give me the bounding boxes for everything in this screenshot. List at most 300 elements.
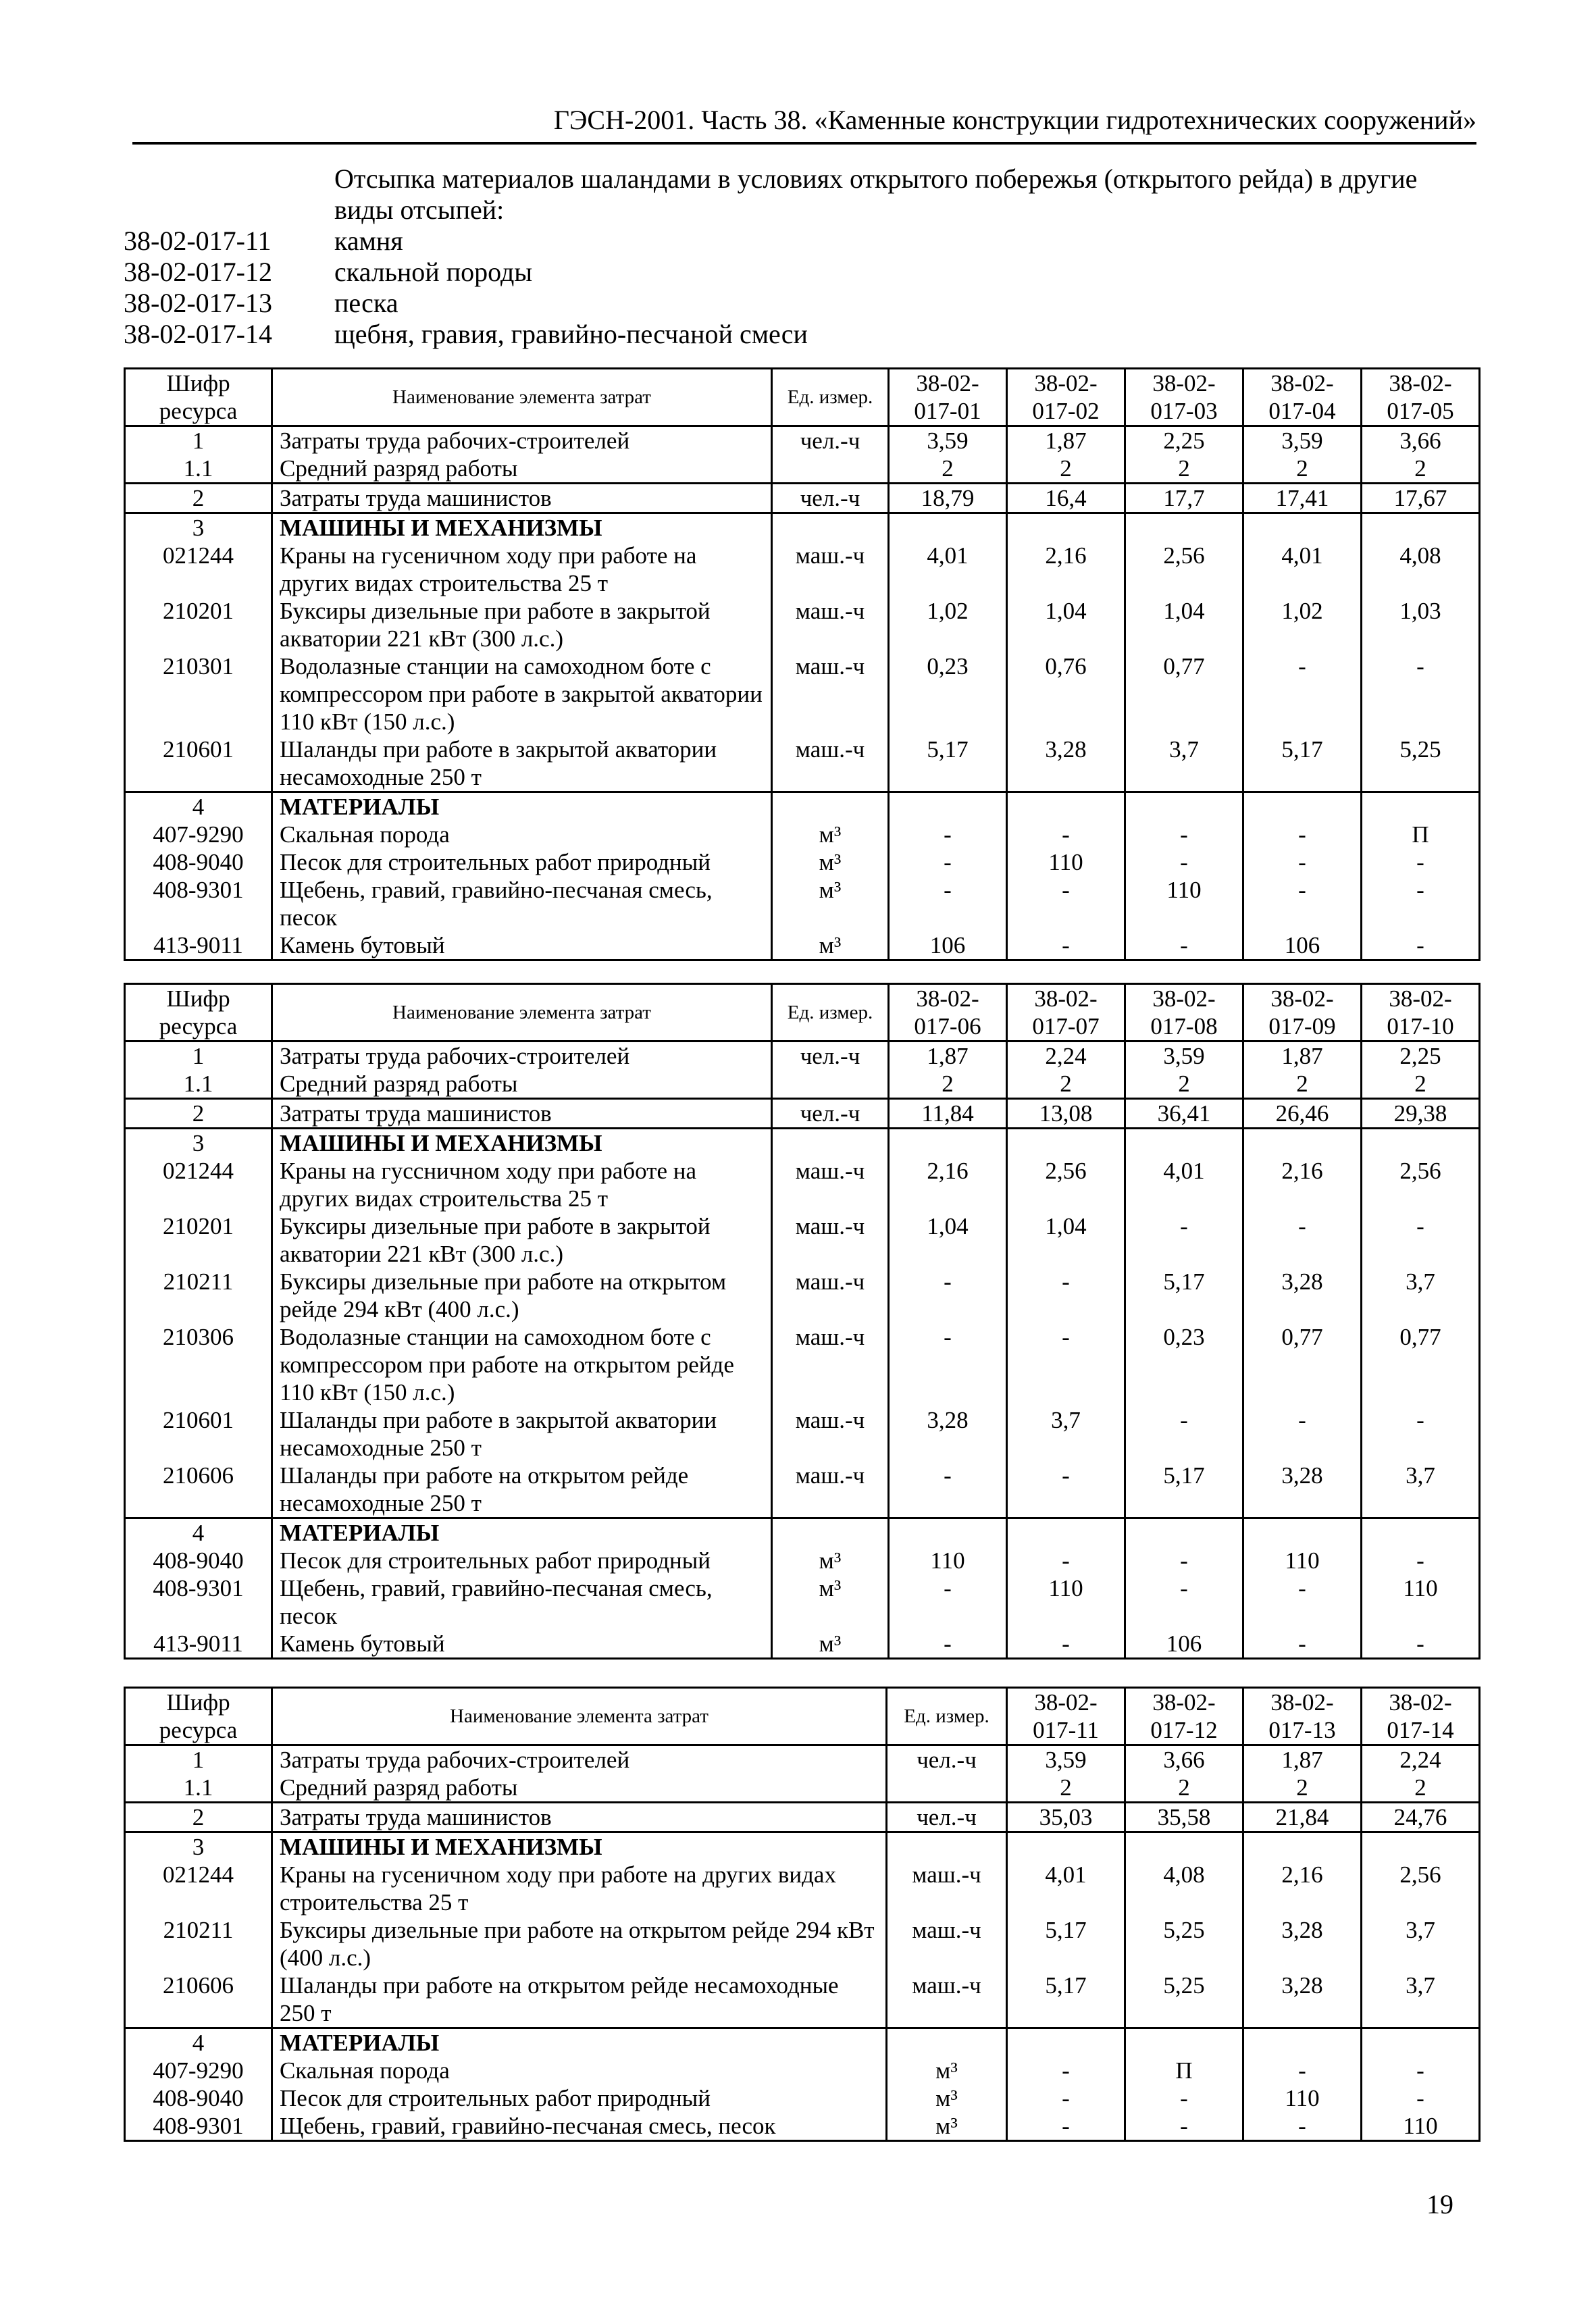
header-code: Шифр ресурса — [125, 984, 272, 1042]
row-value: 24,76 — [1362, 1803, 1480, 1832]
row-value: 2 — [1243, 1774, 1362, 1803]
row-value — [1243, 1129, 1362, 1158]
row-name: Затраты труда рабочих-строителей — [272, 1042, 772, 1071]
row-value: 1,04 — [889, 1212, 1007, 1268]
row-value: 110 — [1125, 876, 1243, 931]
row-value: 4,01 — [1007, 1861, 1125, 1916]
intro-item-label: скальной породы — [334, 257, 533, 287]
table-row — [125, 1070, 1480, 1099]
row-value: 5,17 — [1007, 1916, 1125, 1972]
row-value: 2,56 — [1125, 542, 1243, 597]
row-name: Водолазные станции на самоходном боте с компрессором при работе в закрытой акватории 110 кВт (150 л.с.) — [272, 652, 772, 736]
row-value: 3,28 — [1243, 1462, 1362, 1518]
row-value: 3,7 — [1125, 736, 1243, 792]
row-value: - — [1007, 1268, 1125, 1323]
header-norm-code: 38-02-017-13 — [1243, 1688, 1362, 1745]
table-row — [125, 1129, 1480, 1158]
row-value: 4,08 — [1362, 542, 1480, 597]
row-unit — [772, 513, 889, 542]
row-value — [1243, 1518, 1362, 1547]
row-value: 17,67 — [1362, 484, 1480, 513]
row-value: - — [1362, 1630, 1480, 1659]
table-header-row — [125, 1688, 1480, 1745]
table-row — [125, 2057, 1480, 2084]
row-unit — [772, 1518, 889, 1547]
row-value: - — [1125, 821, 1243, 848]
row-value: 106 — [889, 931, 1007, 960]
row-value: 2 — [1243, 1070, 1362, 1099]
row-value: 1,02 — [1243, 597, 1362, 652]
row-name: Буксиры дизельные при работе на открытом рейде 294 кВт (400 л.с.) — [272, 1916, 887, 1972]
row-unit: маш.-ч — [772, 542, 889, 597]
row-value — [1243, 1832, 1362, 1861]
intro-item-label: песка — [334, 288, 398, 318]
row-value: 11,84 — [889, 1099, 1007, 1129]
row-value: - — [1125, 848, 1243, 876]
row-unit: маш.-ч — [772, 1462, 889, 1518]
table-row — [125, 426, 1480, 455]
row-name: МАШИНЫ И МЕХАНИЗМЫ — [272, 513, 772, 542]
row-value — [1362, 1129, 1480, 1158]
intro-item — [124, 257, 1474, 288]
row-name: МАТЕРИАЛЫ — [272, 2028, 887, 2057]
row-value: 2 — [1007, 455, 1125, 484]
row-name: Средний разряд работы — [272, 1774, 887, 1803]
row-value: - — [1125, 931, 1243, 960]
row-name: Средний разряд работы — [272, 1070, 772, 1099]
row-code: 4 — [125, 1518, 272, 1547]
row-code: 1.1 — [125, 1774, 272, 1803]
row-code: 1 — [125, 1745, 272, 1774]
row-value: 1,87 — [1243, 1042, 1362, 1071]
row-value: 2 — [1125, 1774, 1243, 1803]
header-name: Наименование элемента затрат — [272, 369, 772, 426]
row-value: 110 — [1007, 848, 1125, 876]
row-unit: маш.-ч — [772, 1268, 889, 1323]
row-name: Песок для строительных работ природный — [272, 848, 772, 876]
row-name: Средний разряд работы — [272, 455, 772, 484]
row-value: 2 — [1007, 1070, 1125, 1099]
header-unit: Ед. измер. — [772, 984, 889, 1042]
row-value: 2,25 — [1125, 426, 1243, 455]
row-unit: чел.-ч — [772, 426, 889, 455]
table-row — [125, 484, 1480, 513]
row-value: - — [1007, 931, 1125, 960]
table-row — [125, 652, 1480, 736]
row-value: - — [1362, 2057, 1480, 2084]
row-value: - — [1362, 652, 1480, 736]
row-value: - — [1125, 1212, 1243, 1268]
row-value: 5,25 — [1125, 1916, 1243, 1972]
norms-table-1 — [124, 367, 1481, 961]
table-row — [125, 1972, 1480, 2028]
row-name: Водолазные станции на самоходном боте с компрессором при работе на открытом рейде 110 кВт (150 л.с.) — [272, 1323, 772, 1406]
intro-item — [124, 319, 1474, 350]
header-norm-code: 38-02-017-12 — [1125, 1688, 1243, 1745]
row-value — [1125, 792, 1243, 821]
row-code: 210306 — [125, 1323, 272, 1406]
row-value: - — [1243, 1630, 1362, 1659]
row-value — [1243, 513, 1362, 542]
row-value: 5,25 — [1125, 1972, 1243, 2028]
row-value: - — [889, 1462, 1007, 1518]
row-value — [1125, 1832, 1243, 1861]
header-norm-code: 38-02-017-09 — [1243, 984, 1362, 1042]
row-name: Камень бутовый — [272, 931, 772, 960]
row-name: Щебень, гравий, гравийно-песчаная смесь, песок — [272, 1574, 772, 1630]
header-norm-code: 38-02-017-06 — [889, 984, 1007, 1042]
row-value: - — [1243, 652, 1362, 736]
header-norm-code: 38-02-017-03 — [1125, 369, 1243, 426]
row-code: 408-9301 — [125, 1574, 272, 1630]
table-row — [125, 1212, 1480, 1268]
intro-text: Отсыпка материалов шаландами в условиях открытого побережья (открытого рейда) в другие виды отсыпей: — [334, 163, 1418, 225]
row-value — [1007, 2028, 1125, 2057]
row-value: 110 — [1362, 1574, 1480, 1630]
row-name: Скальная порода — [272, 2057, 887, 2084]
row-code: 021244 — [125, 1861, 272, 1916]
row-name: Затраты труда рабочих-строителей — [272, 426, 772, 455]
row-value: 1,04 — [1125, 597, 1243, 652]
row-code: 413-9011 — [125, 1630, 272, 1659]
intro-item-label: камня — [334, 226, 403, 256]
row-name: Шаланды при работе на открытом рейде несамоходные 250 т — [272, 1972, 887, 2028]
row-value — [889, 792, 1007, 821]
row-value: 5,25 — [1362, 736, 1480, 792]
row-value: - — [1362, 1547, 1480, 1574]
row-code: 3 — [125, 1129, 272, 1158]
row-code: 3 — [125, 1832, 272, 1861]
row-unit: маш.-ч — [887, 1916, 1007, 1972]
row-value: 3,7 — [1362, 1268, 1480, 1323]
row-value: 1,87 — [1243, 1745, 1362, 1774]
row-unit: маш.-ч — [772, 1157, 889, 1212]
row-value: 106 — [1243, 931, 1362, 960]
row-unit — [772, 1129, 889, 1158]
row-value: 1,02 — [889, 597, 1007, 652]
row-name: Затраты труда машинистов — [272, 484, 772, 513]
header-norm-code: 38-02-017-04 — [1243, 369, 1362, 426]
row-value: 4,08 — [1125, 1861, 1243, 1916]
row-value — [1007, 792, 1125, 821]
intro-item-code: 38-02-017-13 — [124, 288, 272, 318]
row-unit: чел.-ч — [887, 1745, 1007, 1774]
row-value: 3,28 — [1243, 1268, 1362, 1323]
row-value: 2,16 — [889, 1157, 1007, 1212]
row-value: - — [889, 1323, 1007, 1406]
intro-item-label: щебня, гравия, гравийно-песчаной смеси — [334, 319, 808, 349]
row-code: 210201 — [125, 597, 272, 652]
row-value: - — [1007, 2112, 1125, 2141]
table-row — [125, 1803, 1480, 1832]
row-value: - — [1362, 1212, 1480, 1268]
row-code: 407-9290 — [125, 2057, 272, 2084]
row-value: 2,25 — [1362, 1042, 1480, 1071]
row-value: 29,38 — [1362, 1099, 1480, 1129]
table-row — [125, 1406, 1480, 1462]
row-name: МАТЕРИАЛЫ — [272, 792, 772, 821]
row-value — [889, 1129, 1007, 1158]
row-value: - — [1243, 1574, 1362, 1630]
row-code: 408-9040 — [125, 1547, 272, 1574]
row-value: - — [889, 876, 1007, 931]
row-code: 408-9301 — [125, 2112, 272, 2141]
row-value: 3,7 — [1362, 1972, 1480, 2028]
header-norm-code: 38-02-017-10 — [1362, 984, 1480, 1042]
row-value: 1,03 — [1362, 597, 1480, 652]
intro-item — [124, 288, 1474, 319]
row-code: 210211 — [125, 1268, 272, 1323]
row-value: 3,59 — [1007, 1745, 1125, 1774]
row-code: 1 — [125, 1042, 272, 1071]
row-value: - — [1243, 1406, 1362, 1462]
table-header-row — [125, 369, 1480, 426]
row-code: 021244 — [125, 1157, 272, 1212]
row-value — [1243, 792, 1362, 821]
table-row — [125, 1774, 1480, 1803]
table-row — [125, 821, 1480, 848]
intro-item — [124, 226, 1474, 257]
row-value: 3,59 — [1243, 426, 1362, 455]
row-value: 18,79 — [889, 484, 1007, 513]
row-code: 2 — [125, 1803, 272, 1832]
row-value: 5,17 — [1125, 1268, 1243, 1323]
row-unit: маш.-ч — [772, 652, 889, 736]
row-value: 4,01 — [1243, 542, 1362, 597]
row-code: 4 — [125, 792, 272, 821]
row-code: 210601 — [125, 1406, 272, 1462]
header-name: Наименование элемента затрат — [272, 984, 772, 1042]
row-unit: м³ — [772, 931, 889, 960]
row-unit: чел.-ч — [772, 1042, 889, 1071]
row-value: 5,17 — [889, 736, 1007, 792]
row-value: 2 — [1007, 1774, 1125, 1803]
table-row — [125, 1630, 1480, 1659]
row-code: 2 — [125, 1099, 272, 1129]
row-value: 35,58 — [1125, 1803, 1243, 1832]
row-value: - — [1007, 1323, 1125, 1406]
header-norm-code: 38-02-017-05 — [1362, 369, 1480, 426]
row-name: Камень бутовый — [272, 1630, 772, 1659]
row-value: - — [889, 1574, 1007, 1630]
row-value: 0,76 — [1007, 652, 1125, 736]
table-row — [125, 1916, 1480, 1972]
row-unit: маш.-ч — [772, 1212, 889, 1268]
row-value: 2,24 — [1007, 1042, 1125, 1071]
row-value: 3,59 — [889, 426, 1007, 455]
row-code: 3 — [125, 513, 272, 542]
row-value: 1,87 — [1007, 426, 1125, 455]
row-value: - — [1007, 2057, 1125, 2084]
row-value: - — [889, 821, 1007, 848]
row-unit: маш.-ч — [887, 1861, 1007, 1916]
header-unit: Ед. измер. — [772, 369, 889, 426]
row-code: 210301 — [125, 652, 272, 736]
table-row — [125, 1042, 1480, 1071]
row-unit: м³ — [772, 1574, 889, 1630]
header-norm-code: 38-02-017-08 — [1125, 984, 1243, 1042]
row-value — [1125, 2028, 1243, 2057]
row-code: 408-9040 — [125, 2084, 272, 2112]
row-unit — [772, 792, 889, 821]
table-row — [125, 1574, 1480, 1630]
row-value: 0,23 — [889, 652, 1007, 736]
row-value: 1,87 — [889, 1042, 1007, 1071]
row-name: Шаланды при работе на открытом рейде несамоходные 250 т — [272, 1462, 772, 1518]
row-value: 36,41 — [1125, 1099, 1243, 1129]
row-value: 2,16 — [1243, 1861, 1362, 1916]
row-value: 2 — [1125, 455, 1243, 484]
row-value: - — [1007, 1630, 1125, 1659]
row-value — [1007, 513, 1125, 542]
table-row — [125, 1861, 1480, 1916]
row-value — [1362, 792, 1480, 821]
row-value: 17,41 — [1243, 484, 1362, 513]
row-unit — [887, 2028, 1007, 2057]
row-value: - — [1243, 1212, 1362, 1268]
row-value: 21,84 — [1243, 1803, 1362, 1832]
row-value: - — [1243, 2112, 1362, 2141]
row-value: - — [1007, 821, 1125, 848]
row-unit: м³ — [772, 876, 889, 931]
row-value — [889, 513, 1007, 542]
row-value: 2 — [889, 455, 1007, 484]
row-code: 4 — [125, 2028, 272, 2057]
header-norm-code: 38-02-017-02 — [1007, 369, 1125, 426]
row-code: 1.1 — [125, 1070, 272, 1099]
row-value: 4,01 — [1125, 1157, 1243, 1212]
row-value: 5,17 — [1125, 1462, 1243, 1518]
row-value: 5,17 — [1243, 736, 1362, 792]
row-code: 413-9011 — [125, 931, 272, 960]
row-value: - — [1125, 1574, 1243, 1630]
row-value: 110 — [1362, 2112, 1480, 2141]
row-value: 2 — [1362, 1070, 1480, 1099]
row-code: 210201 — [125, 1212, 272, 1268]
row-name: МАТЕРИАЛЫ — [272, 1518, 772, 1547]
row-value: - — [1007, 2084, 1125, 2112]
row-code: 1 — [125, 426, 272, 455]
row-code: 407-9290 — [125, 821, 272, 848]
row-value: - — [1362, 1406, 1480, 1462]
table-row — [125, 1518, 1480, 1547]
row-value — [1007, 1129, 1125, 1158]
row-value — [1362, 1518, 1480, 1547]
row-value: 2 — [1243, 455, 1362, 484]
row-value — [1362, 1832, 1480, 1861]
row-value: 2 — [1125, 1070, 1243, 1099]
row-value: 3,28 — [1243, 1972, 1362, 2028]
row-unit: м³ — [772, 821, 889, 848]
intro-item-code: 38-02-017-12 — [124, 257, 272, 287]
row-value: 3,7 — [1007, 1406, 1125, 1462]
intro-item-code: 38-02-017-11 — [124, 226, 272, 256]
page-number: 19 — [1426, 2189, 1453, 2219]
row-name: Буксиры дизельные при работе на открытом рейде 294 кВт (400 л.с.) — [272, 1268, 772, 1323]
row-name: Буксиры дизельные при работе в закрытой акватории 221 кВт (300 л.с.) — [272, 597, 772, 652]
row-value: 26,46 — [1243, 1099, 1362, 1129]
table-row — [125, 1832, 1480, 1861]
row-code: 210211 — [125, 1916, 272, 1972]
row-name: Песок для строительных работ природный — [272, 2084, 887, 2112]
row-value: - — [889, 1630, 1007, 1659]
row-value: П — [1362, 821, 1480, 848]
row-value: - — [889, 1268, 1007, 1323]
row-unit: чел.-ч — [887, 1803, 1007, 1832]
row-value: 2 — [1362, 1774, 1480, 1803]
row-code: 210606 — [125, 1972, 272, 2028]
row-name: Краны на гуссничном ходу при работе на других видах строительства 25 т — [272, 1157, 772, 1212]
row-code: 2 — [125, 484, 272, 513]
table-row — [125, 513, 1480, 542]
row-name: Щебень, гравий, гравийно-песчаная смесь, песок — [272, 876, 772, 931]
row-value — [1007, 1832, 1125, 1861]
row-name: Шаланды при работе в закрытой акватории несамоходные 250 т — [272, 1406, 772, 1462]
header-norm-code: 38-02-017-01 — [889, 369, 1007, 426]
header-code: Шифр ресурса — [125, 369, 272, 426]
row-value: 3,28 — [889, 1406, 1007, 1462]
table-row — [125, 1268, 1480, 1323]
row-unit: м³ — [772, 1630, 889, 1659]
row-value — [1125, 513, 1243, 542]
row-value: 2,16 — [1243, 1157, 1362, 1212]
norms-table-2 — [124, 983, 1481, 1660]
header-code: Шифр ресурса — [125, 1688, 272, 1745]
row-value — [889, 1518, 1007, 1547]
row-value: 2,56 — [1007, 1157, 1125, 1212]
row-unit — [772, 455, 889, 484]
row-value: 2,56 — [1362, 1861, 1480, 1916]
row-value: - — [1243, 2057, 1362, 2084]
row-name: Краны на гусеничном ходу при работе на других видах строительства 25 т — [272, 1861, 887, 1916]
header-unit: Ед. измер. — [887, 1688, 1007, 1745]
row-value — [1125, 1518, 1243, 1547]
row-value: - — [1362, 2084, 1480, 2112]
row-unit: м³ — [887, 2084, 1007, 2112]
table-row — [125, 792, 1480, 821]
row-value: 0,23 — [1125, 1323, 1243, 1406]
row-name: Затраты труда рабочих-строителей — [272, 1745, 887, 1774]
row-value — [1243, 2028, 1362, 2057]
table-row — [125, 1745, 1480, 1774]
row-value: 110 — [1243, 2084, 1362, 2112]
row-unit: маш.-ч — [772, 1323, 889, 1406]
row-value: - — [1007, 876, 1125, 931]
table-row — [125, 2084, 1480, 2112]
row-value: - — [1243, 848, 1362, 876]
row-unit — [772, 1070, 889, 1099]
row-value: - — [889, 848, 1007, 876]
row-name: Скальная порода — [272, 821, 772, 848]
header-norm-code: 38-02-017-14 — [1362, 1688, 1480, 1745]
norms-table-3 — [124, 1687, 1481, 2142]
row-value — [1362, 2028, 1480, 2057]
row-name: Песок для строительных работ природный — [272, 1547, 772, 1574]
header-norm-code: 38-02-017-07 — [1007, 984, 1125, 1042]
table-row — [125, 876, 1480, 931]
row-value: 3,28 — [1007, 736, 1125, 792]
row-unit: м³ — [887, 2057, 1007, 2084]
row-unit: м³ — [772, 1547, 889, 1574]
table-row — [125, 1323, 1480, 1406]
row-unit: маш.-ч — [887, 1972, 1007, 2028]
table-row — [125, 455, 1480, 484]
row-value: - — [1125, 1547, 1243, 1574]
row-value: 2,56 — [1362, 1157, 1480, 1212]
row-unit: чел.-ч — [772, 484, 889, 513]
row-value: 3,66 — [1362, 426, 1480, 455]
row-value: - — [1007, 1462, 1125, 1518]
